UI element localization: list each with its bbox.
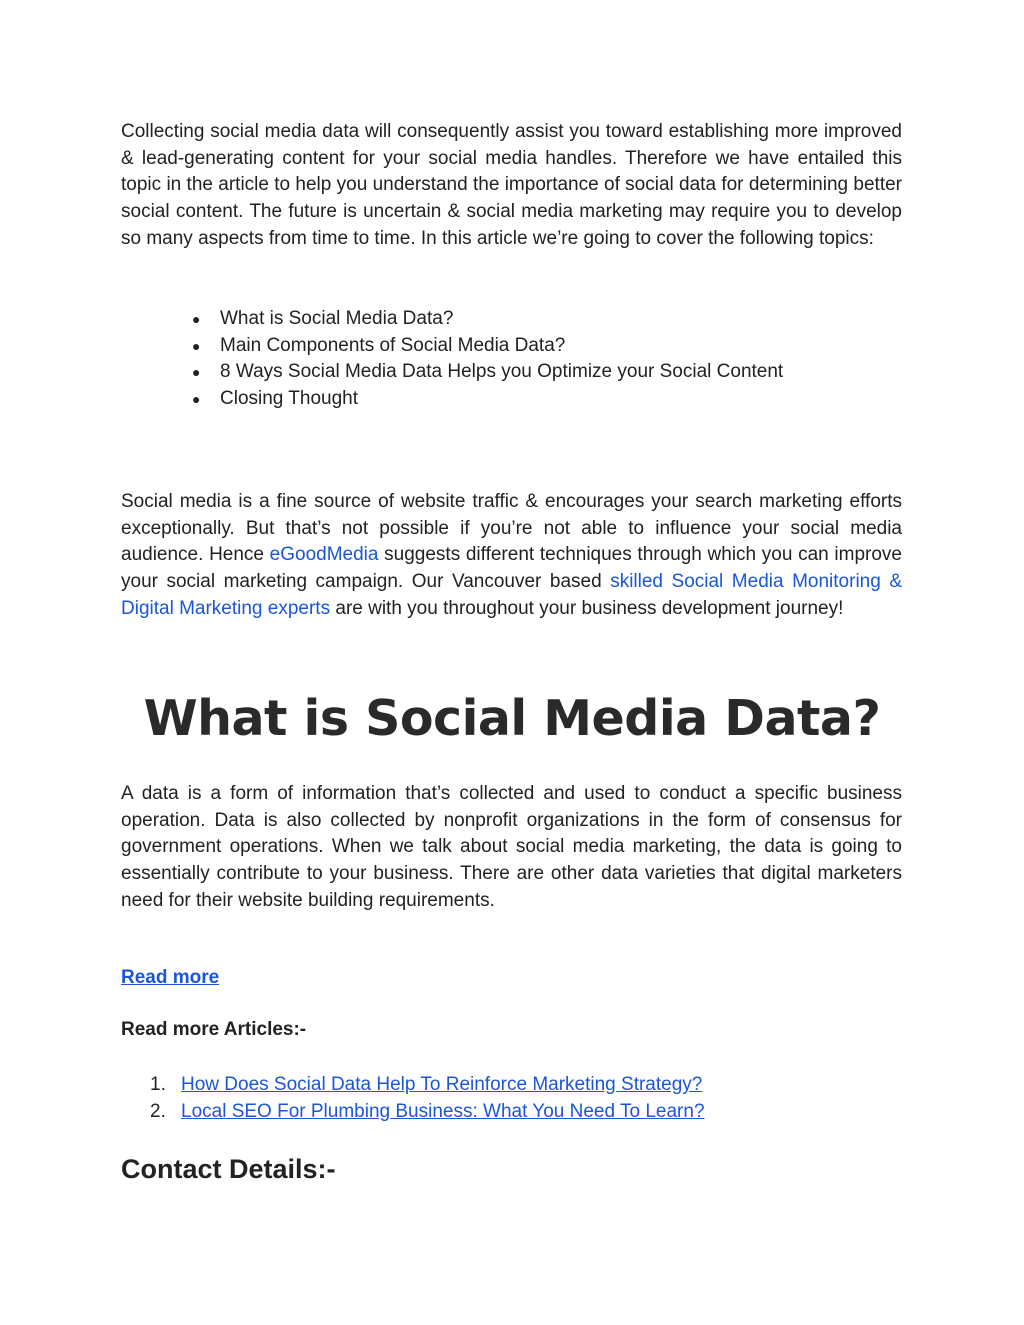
egoodmedia-link[interactable]: eGoodMedia — [269, 544, 379, 566]
bullet-icon: ● — [192, 337, 201, 354]
bullet-icon: ● — [192, 311, 201, 327]
list-item: 2. Local SEO For Plumbing Business: What You Need To Learn? — [150, 1100, 705, 1122]
read-more-link[interactable]: Read more — [121, 967, 220, 988]
articles-list — [150, 1072, 705, 1125]
bullet-icon: ● — [192, 391, 201, 408]
list-item: ● 8 Ways Social Media Data Helps you Optimize your Social Content — [186, 359, 783, 386]
list-item: ● Main Components of Social Media Data? — [186, 333, 783, 360]
experts-link[interactable]: skilled Social Media Monitoring & Digital Marketing experts — [121, 571, 903, 619]
contact-heading: Contact Details:- — [121, 1154, 336, 1184]
articles-heading: Read more Articles:- — [121, 1019, 307, 1040]
definition-paragraph: A data is a form of information that’s collected and used to conduct a specific business operation. Data is also collected by nonprofit organizations in the form of consensus for government operations. When we talk about social media marketing, the data is going to essentially contribute to your business. There are other data varieties that digital marketers need for their website building requirements. — [121, 783, 902, 911]
intro-paragraph: Collecting social media data will consequently assist you toward establishing more improved & lead-generating content for your social media handles. Therefore we have entailed this topic in the article to help you understand the importance of social data for determining better social content. The future is uncertain & social media marketing may require you to develop so many aspects from time to time. In this article we’re going to cover the following topics: — [121, 121, 902, 249]
list-item: ● What is Social Media Data? — [186, 306, 783, 333]
list-item: 1. How Does Social Data Help To Reinforce Marketing Strategy? — [150, 1074, 703, 1095]
section-heading: What is Social Media Data? — [143, 690, 881, 747]
article-link[interactable]: Local SEO For Plumbing Business: What You Need To Learn? — [181, 1100, 705, 1122]
traffic-paragraph: Social media is a fine source of website traffic & encourages your search marketing efforts exceptionally. But that’s not possible if you’re not able to influence your social media audience. Hence eGoodMedia suggests different techniques through which you can improve your social marketing campaign. Our Vancouver based skilled Social Media Monitoring & Digital Marketing experts are with you throughout your business development journey! — [121, 491, 903, 619]
bullet-icon: ● — [192, 364, 201, 381]
list-item: ● Closing Thought — [186, 386, 783, 413]
topics-list — [186, 306, 783, 413]
article-link[interactable]: How Does Social Data Help To Reinforce Marketing Strategy? — [181, 1074, 703, 1095]
